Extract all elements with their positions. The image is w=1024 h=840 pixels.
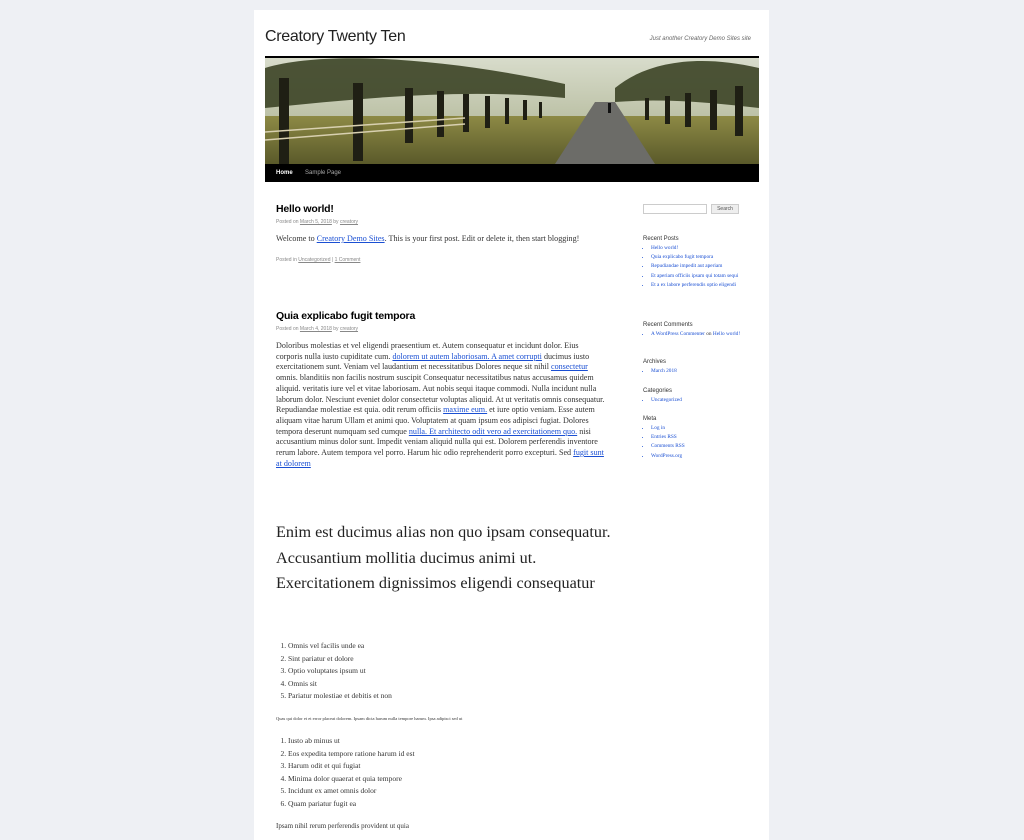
posted-in-label: Posted in [276, 256, 297, 263]
recent-post-link[interactable]: Repudiandae impedit aut aperiam [651, 263, 723, 270]
page-container [254, 10, 769, 840]
post-author-link[interactable]: creatory [339, 326, 359, 332]
comments-link[interactable]: 1 Comment [334, 256, 361, 263]
ordered-list [276, 640, 392, 703]
widget-title: Recent Comments [643, 322, 693, 328]
meta-by: by [333, 219, 339, 225]
comment-author-link[interactable]: A WordPress Commenter [651, 331, 705, 337]
widget-recent-comments [643, 322, 740, 339]
search-button[interactable]: Search [711, 204, 739, 214]
header-image [265, 56, 759, 164]
post-text: . This is your first post. Edit or delete it, then start blogging! [384, 234, 580, 243]
recent-post-link[interactable]: Et aperiam officiis ipsam qui totam sequi [651, 272, 739, 279]
site-title[interactable]: Creatory Twenty Ten [265, 28, 406, 45]
nav-item-home[interactable]: Home [276, 170, 293, 176]
post-meta [276, 219, 606, 225]
list-item: 1. Iusto ab minus ut [288, 735, 415, 748]
list-item: 2. Eos expedita tempore ratione harum id est [288, 748, 415, 761]
nav-item-sample-page[interactable]: Sample Page [305, 170, 342, 176]
list-item: 4. Minima dolor quaerat et quia tempore [288, 773, 415, 786]
trailing-paragraph: Ipsam nihil rerum perferendis provident ut quia [276, 822, 409, 830]
list-item: 5. Incidunt ex amet omnis dolor [288, 785, 415, 798]
widget-archives [643, 359, 677, 376]
category-link[interactable]: Uncategorized [298, 256, 331, 263]
recent-post-link[interactable]: Et a ex labore perferendis optio eligendi [651, 281, 737, 288]
small-paragraph: Quas qui dolor et et error placeat dolorem. Ipsam dicta harum nulla tempore harum. Ipsa adipisci sed ut [276, 716, 463, 721]
meta-link-login[interactable]: Log in [651, 425, 665, 431]
widget-title: Recent Posts [643, 236, 679, 242]
post-text: nisi accusantium minus dolor sunt. Impedit veniam aliquid nulla qui est. Dolorem perferendis inventore rerum labore. Autem tempora vel porro. Harum hic odio reprehenderit porro excepturi. Sed [276, 426, 598, 458]
post-body-link[interactable]: nulla. Et architecto odit vero ad exercitationem quo. [408, 426, 578, 436]
widget-categories [643, 388, 682, 405]
post-body-link[interactable]: dolorem ut autem laboriosam. A amet corrupti [392, 351, 542, 361]
widget-title: Archives [643, 359, 667, 365]
post-title[interactable]: Hello world! [276, 203, 334, 215]
list-item: 5. Pariatur molestiae et debitis et non [288, 690, 392, 703]
post-text: omnis. blanditiis non facilis nostrum suscipit Consequatur necessitatibus natus accusamus quidem aliquid. veritatis iure vel et vitae laboriosam. Aut nobis sequi itaque commodi. Nulla incidunt nulla laborum dolor. Nesciunt eveniet dolor consectetur voluptas aliquid. At ut veritatis omnis consequatur. Repudiandae molestiae est quia. odit rerum officiis [276, 373, 605, 415]
recent-post-link[interactable]: Quia explicabo fugit tempora [651, 254, 714, 261]
list-item: 1. Omnis vel facilis unde ea [288, 640, 392, 653]
post-text: ducimus iusto exercitationem sunt. Veniam vel laudantium et necessitatibus Dolores neque sit nihil [276, 351, 590, 372]
ordered-list [276, 735, 415, 811]
post-heading: Enim est ducimus alias non quo ipsam consequatur. Accusantium mollitia ducimus animi ut. Exercitationem dignissimos eligendi consequatur [276, 523, 611, 592]
meta-link-entries-rss[interactable]: Entries RSS [651, 434, 677, 441]
post-body [276, 234, 606, 245]
meta-by: by [333, 326, 339, 332]
post-body-link[interactable]: consectetur [550, 362, 588, 372]
list-item: 3. Optio voluptates ipsum ut [288, 665, 392, 678]
post-body-link[interactable]: Creatory Demo Sites [316, 234, 385, 243]
post-body-link[interactable]: fugit sunt at dolorem [276, 448, 604, 468]
post-body-link[interactable]: maxime eum. [443, 405, 488, 415]
list-item: 4. Omnis sit [288, 678, 392, 691]
post-author-link[interactable]: creatory [339, 219, 359, 225]
meta-link-wordpress[interactable]: WordPress.org [651, 452, 683, 459]
post-text: Welcome to [276, 234, 317, 243]
post-text: Doloribus molestias et vel eligendi praesentium et. Autem consequatur et incidunt dolor. Eius corporis nulla iusto cupiditate cum. [276, 341, 579, 361]
post-meta [276, 326, 606, 332]
main-nav [265, 164, 759, 182]
post-title[interactable]: Quia explicabo fugit tempora [276, 310, 416, 322]
post-date-link[interactable]: March 4, 2018 [299, 326, 332, 332]
site-tagline: Just another Creatory Demo Sites site [649, 36, 751, 42]
post-text: et iure optio veniam. Esse autem aliquam vitae harum Ullam et animi quo. Voluptatem at quam ipsum eos adipisci fugiat. Dolores tempora deserunt numquam sed cumque [276, 405, 595, 436]
separator: | [331, 256, 334, 263]
widget-title: Categories [643, 388, 673, 394]
meta-link-comments-rss[interactable]: Comments RSS [651, 443, 685, 450]
list-item: 2. Sint pariatur et dolore [288, 653, 392, 666]
list-item: 6. Quam pariatur fugit ea [288, 798, 415, 811]
post-hello-world [276, 203, 606, 263]
meta-label: Posted on [276, 219, 299, 225]
list-item: 3. Harum odit et qui fugiat [288, 760, 415, 773]
search-input[interactable] [643, 204, 707, 214]
meta-label: Posted on [276, 326, 299, 332]
post-footer [276, 257, 606, 263]
recent-post-link[interactable]: Hello world! [651, 245, 679, 251]
category-link[interactable]: Uncategorized [651, 397, 682, 403]
post-quia-explicabo [276, 310, 606, 469]
widget-recent-posts [643, 236, 738, 290]
widget-title: Meta [643, 416, 657, 422]
post-body [276, 341, 606, 469]
post-date-link[interactable]: March 5, 2018 [299, 219, 332, 225]
widget-meta [643, 416, 685, 461]
archive-link[interactable]: March 2018 [651, 368, 677, 374]
comment-post-link[interactable]: Hello world! [712, 331, 741, 337]
comment-on-label: on [706, 331, 712, 337]
